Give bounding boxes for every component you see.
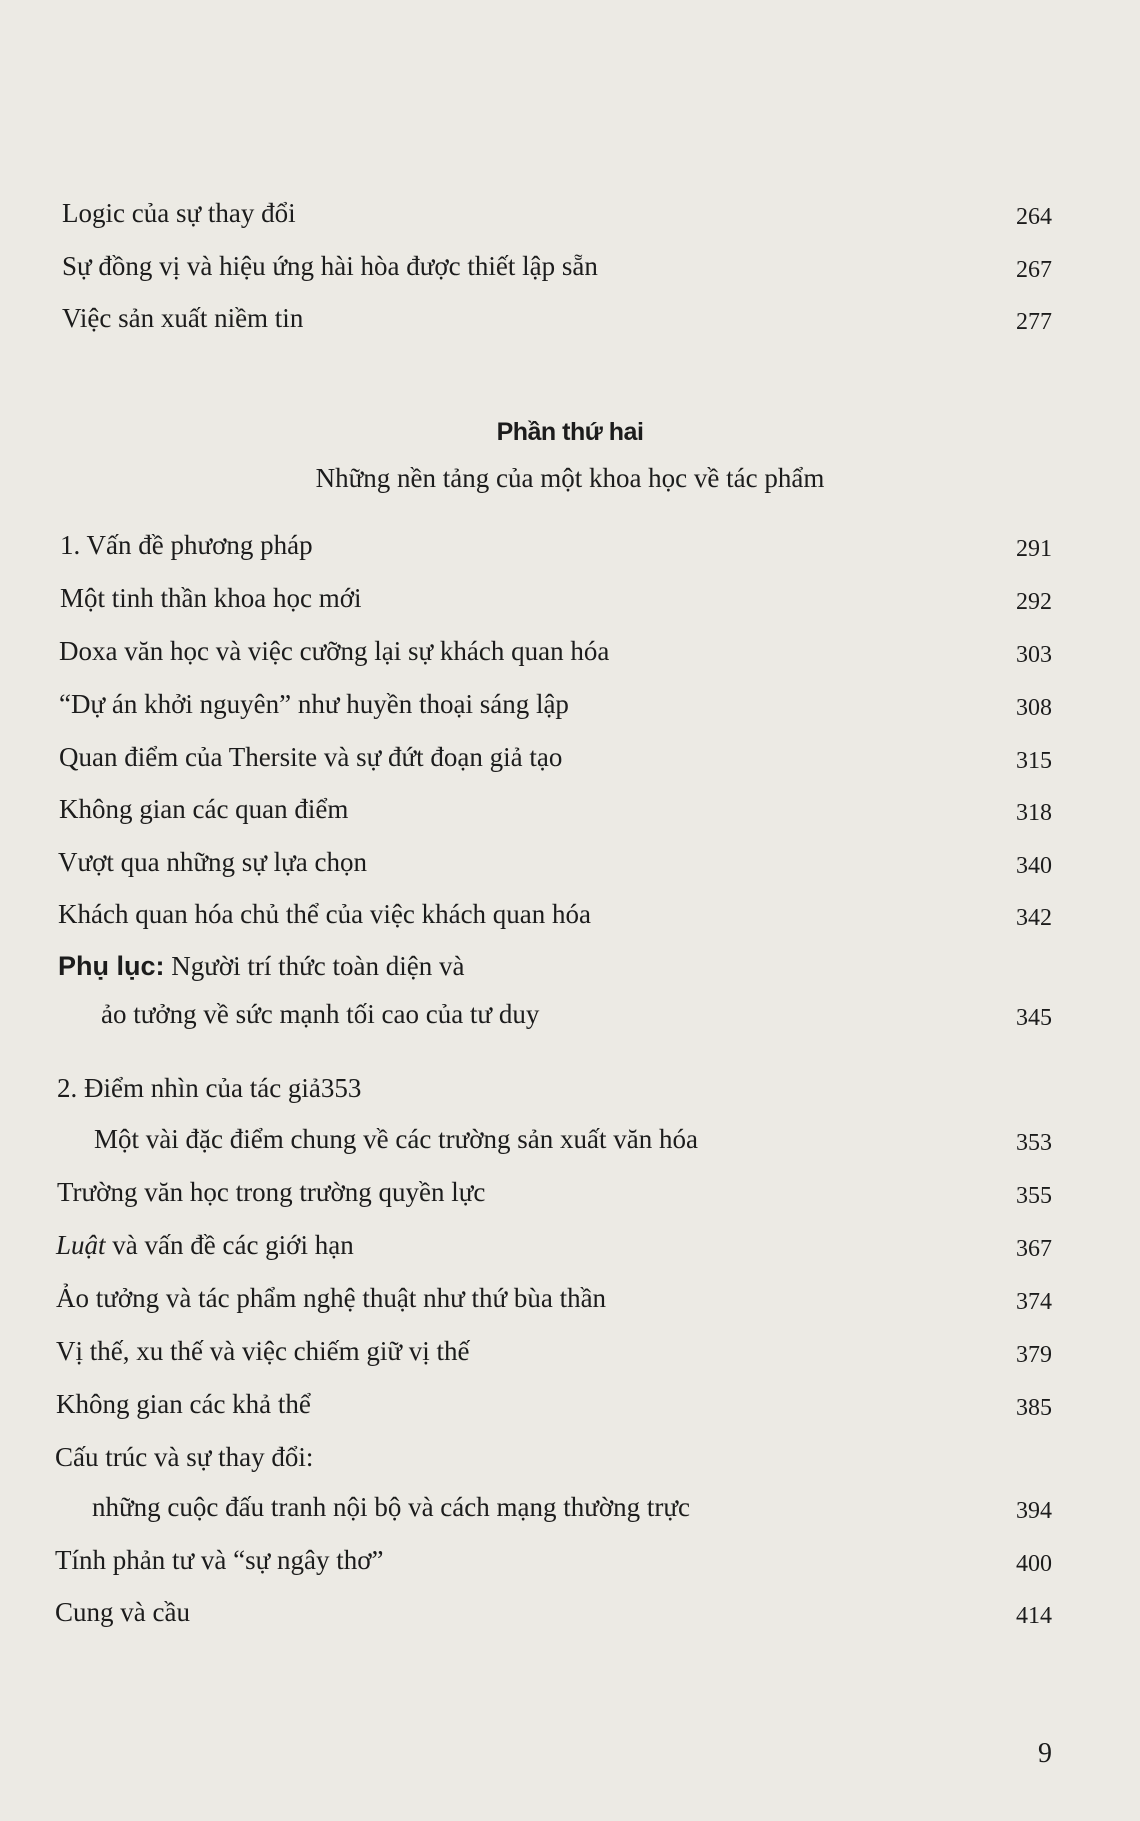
toc-entry-title: Logic của sự thay đổi <box>62 198 296 228</box>
luat-italic: Luật <box>56 1230 106 1260</box>
toc-entry-page: 267 <box>1016 257 1052 283</box>
toc-entry-page: 367 <box>1016 1236 1052 1262</box>
toc-entry-page: 385 <box>1016 1395 1052 1421</box>
toc-entry-page: 303 <box>1016 642 1052 668</box>
toc-entry-page: 318 <box>1016 800 1052 826</box>
page-number: 9 <box>1038 1738 1052 1769</box>
luat-rest: và vấn đề các giới hạn <box>105 1230 354 1260</box>
toc-entry-title: Một vài đặc điểm chung về các trường sản xuất văn hóa <box>94 1124 698 1154</box>
toc-entry-title: Không gian các khả thể <box>56 1389 311 1419</box>
toc-entry-page: 308 <box>1016 695 1052 721</box>
toc-entry-title: Việc sản xuất niềm tin <box>62 303 304 333</box>
toc-entry-page: 292 <box>1016 589 1052 615</box>
toc-entry-title: những cuộc đấu tranh nội bộ và cách mạng thường trực <box>92 1492 691 1522</box>
toc-entry-title <box>56 1228 354 1262</box>
toc-entry-page: 277 <box>1016 309 1052 335</box>
part-label: Phần thứ hai <box>496 418 644 446</box>
toc-entry-page: 414 <box>1016 1603 1052 1629</box>
toc-entry-title: Tính phản tư và “sự ngây thơ” <box>55 1545 384 1575</box>
toc-entry-title: Ảo tưởng và tác phẩm nghệ thuật như thứ bùa thần <box>56 1283 607 1313</box>
part-title: Những nền tảng của một khoa học về tác phẩm <box>315 463 825 493</box>
toc-entry-page: 353 <box>1016 1130 1052 1156</box>
toc-entry-page: 394 <box>1016 1498 1052 1524</box>
toc-entry-title: Khách quan hóa chủ thể của việc khách quan hóa <box>58 899 592 929</box>
toc-entry-title: Cung và cầu <box>55 1597 190 1627</box>
toc-entry-page: 340 <box>1016 853 1052 879</box>
chapter-page: 291 <box>1016 536 1052 562</box>
toc-entry-title: Doxa văn học và việc cưỡng lại sự khách quan hóa <box>59 636 610 666</box>
toc-entry-title: Cấu trúc và sự thay đổi: <box>55 1442 314 1472</box>
toc-entry-title: Trường văn học trong trường quyền lực <box>57 1177 486 1207</box>
toc-entry-title: “Dự án khởi nguyên” như huyền thoại sáng lập <box>59 689 569 719</box>
appendix-line-2: ảo tưởng về sức mạnh tối cao của tư duy <box>101 999 540 1029</box>
toc-entry-title: Vượt qua những sự lựa chọn <box>58 847 368 877</box>
toc-entry-page: 355 <box>1016 1183 1052 1209</box>
toc-entry-page: 315 <box>1016 748 1052 774</box>
toc-entry-page: 264 <box>1016 204 1052 230</box>
toc-entry-page: 342 <box>1016 905 1052 931</box>
toc-entry-title: Một tinh thần khoa học mới <box>60 583 362 613</box>
toc-entry-page: 345 <box>1016 1005 1052 1031</box>
toc-entry-title: Không gian các quan điểm <box>59 794 349 824</box>
appendix-line-1 <box>58 949 464 983</box>
chapter-title: 1. Vấn đề phương pháp <box>60 530 313 560</box>
toc-entry-title: Sự đồng vị và hiệu ứng hài hòa được thiết lập sẵn <box>62 251 598 281</box>
toc-entry-page: 379 <box>1016 1342 1052 1368</box>
toc-entry-title: Quan điểm của Thersite và sự đứt đoạn giả tạo <box>59 742 563 772</box>
toc-entry-title: Vị thế, xu thế và việc chiếm giữ vị thế <box>56 1336 470 1366</box>
chapter-title: 2. Điểm nhìn của tác giả353 <box>57 1073 362 1103</box>
appendix-title: Người trí thức toàn diện và <box>171 951 465 981</box>
toc-entry-page: 374 <box>1016 1289 1052 1315</box>
toc-entry-page: 400 <box>1016 1551 1052 1577</box>
appendix-label: Phụ lục: <box>58 951 165 981</box>
